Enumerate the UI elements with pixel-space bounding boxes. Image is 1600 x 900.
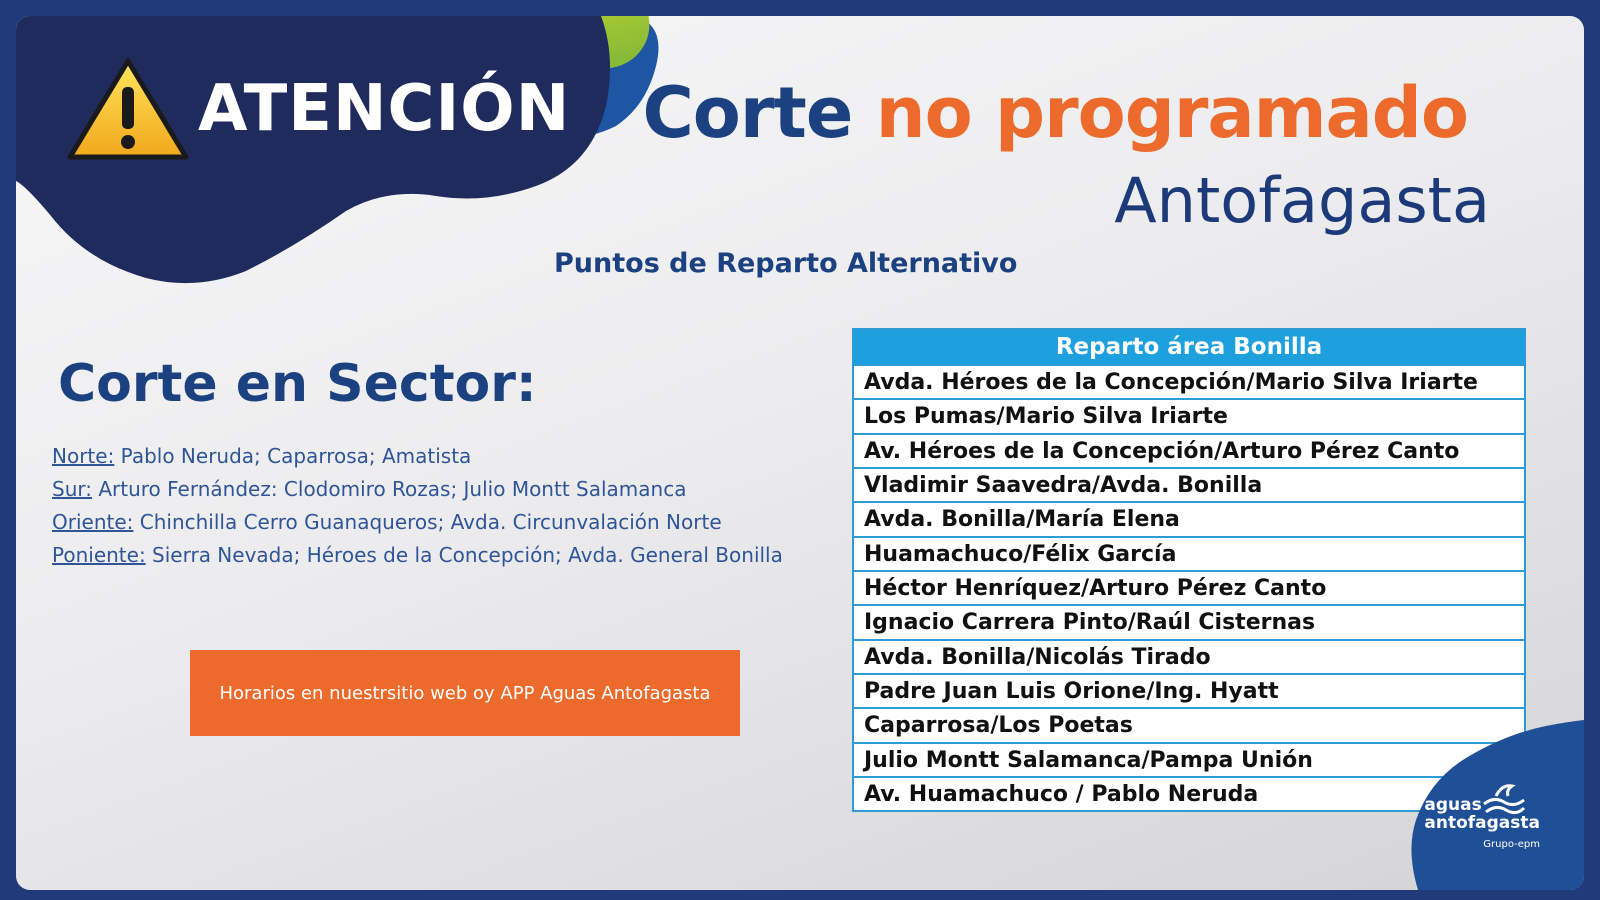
brand-line-aguas: aguas [1424, 795, 1482, 815]
sector-streets: Chinchilla Cerro Guanaqueros; Avda. Circunvalación Norte [133, 510, 722, 534]
table-row: Héctor Henríquez/Arturo Pérez Canto [854, 570, 1524, 604]
table-row: Avda. Héroes de la Concepción/Mario Silva Iriarte [854, 364, 1524, 398]
sector-direction: Norte: [52, 444, 115, 468]
table-row: Av. Huamachuco / Pablo Neruda [854, 776, 1524, 810]
table-header: Reparto área Bonilla [854, 330, 1524, 364]
sector-direction: Oriente: [52, 510, 134, 534]
sector-item-norte [52, 440, 783, 473]
sector-list [52, 440, 783, 572]
alert-label: ATENCIÓN [198, 71, 571, 146]
table-row: Av. Héroes de la Concepción/Arturo Pérez Canto [854, 433, 1524, 467]
sector-heading: Corte en Sector: [58, 354, 537, 414]
table-row: Caparrosa/Los Poetas [854, 707, 1524, 741]
alert-banner [66, 56, 570, 161]
sector-item-poniente [52, 539, 783, 572]
warning-icon [66, 57, 190, 161]
sector-streets: Arturo Fernández: Clodomiro Rozas; Julio Montt Salamanca [91, 477, 687, 501]
schedule-notice-box: Horarios en nuestrsitio web oy APP Aguas Antofagasta [190, 650, 740, 736]
city-name: Antofagasta [1114, 164, 1490, 237]
table-row: Huamachuco/Félix García [854, 536, 1524, 570]
notice-card [16, 16, 1584, 890]
table-row: Avda. Bonilla/María Elena [854, 501, 1524, 535]
sector-item-sur [52, 473, 783, 506]
table-row: Avda. Bonilla/Nicolás Tirado [854, 639, 1524, 673]
table-row: Los Pumas/Mario Silva Iriarte [854, 398, 1524, 432]
brand-group-label: Grupo-epm [1483, 839, 1540, 850]
brand-logo-text [1424, 796, 1540, 832]
sector-item-oriente [52, 506, 783, 539]
brand-line-antofagasta: antofagasta [1424, 813, 1540, 833]
title-part-corte: Corte [642, 72, 853, 154]
table-row: Padre Juan Luis Orione/Ing. Hyatt [854, 673, 1524, 707]
page-title [642, 72, 1468, 154]
sector-streets: Sierra Nevada; Héroes de la Concepción; Avda. General Bonilla [145, 543, 783, 567]
table-row: Julio Montt Salamanca/Pampa Unión [854, 742, 1524, 776]
sector-streets: Pablo Neruda; Caparrosa; Amatista [114, 444, 472, 468]
sector-direction: Sur: [52, 477, 92, 501]
title-part-no-programado: no programado [875, 72, 1468, 154]
table-row: Ignacio Carrera Pinto/Raúl Cisternas [854, 604, 1524, 638]
table-row: Vladimir Saavedra/Avda. Bonilla [854, 467, 1524, 501]
section-subtitle: Puntos de Reparto Alternativo [554, 248, 1018, 279]
sector-direction: Poniente: [52, 543, 146, 567]
